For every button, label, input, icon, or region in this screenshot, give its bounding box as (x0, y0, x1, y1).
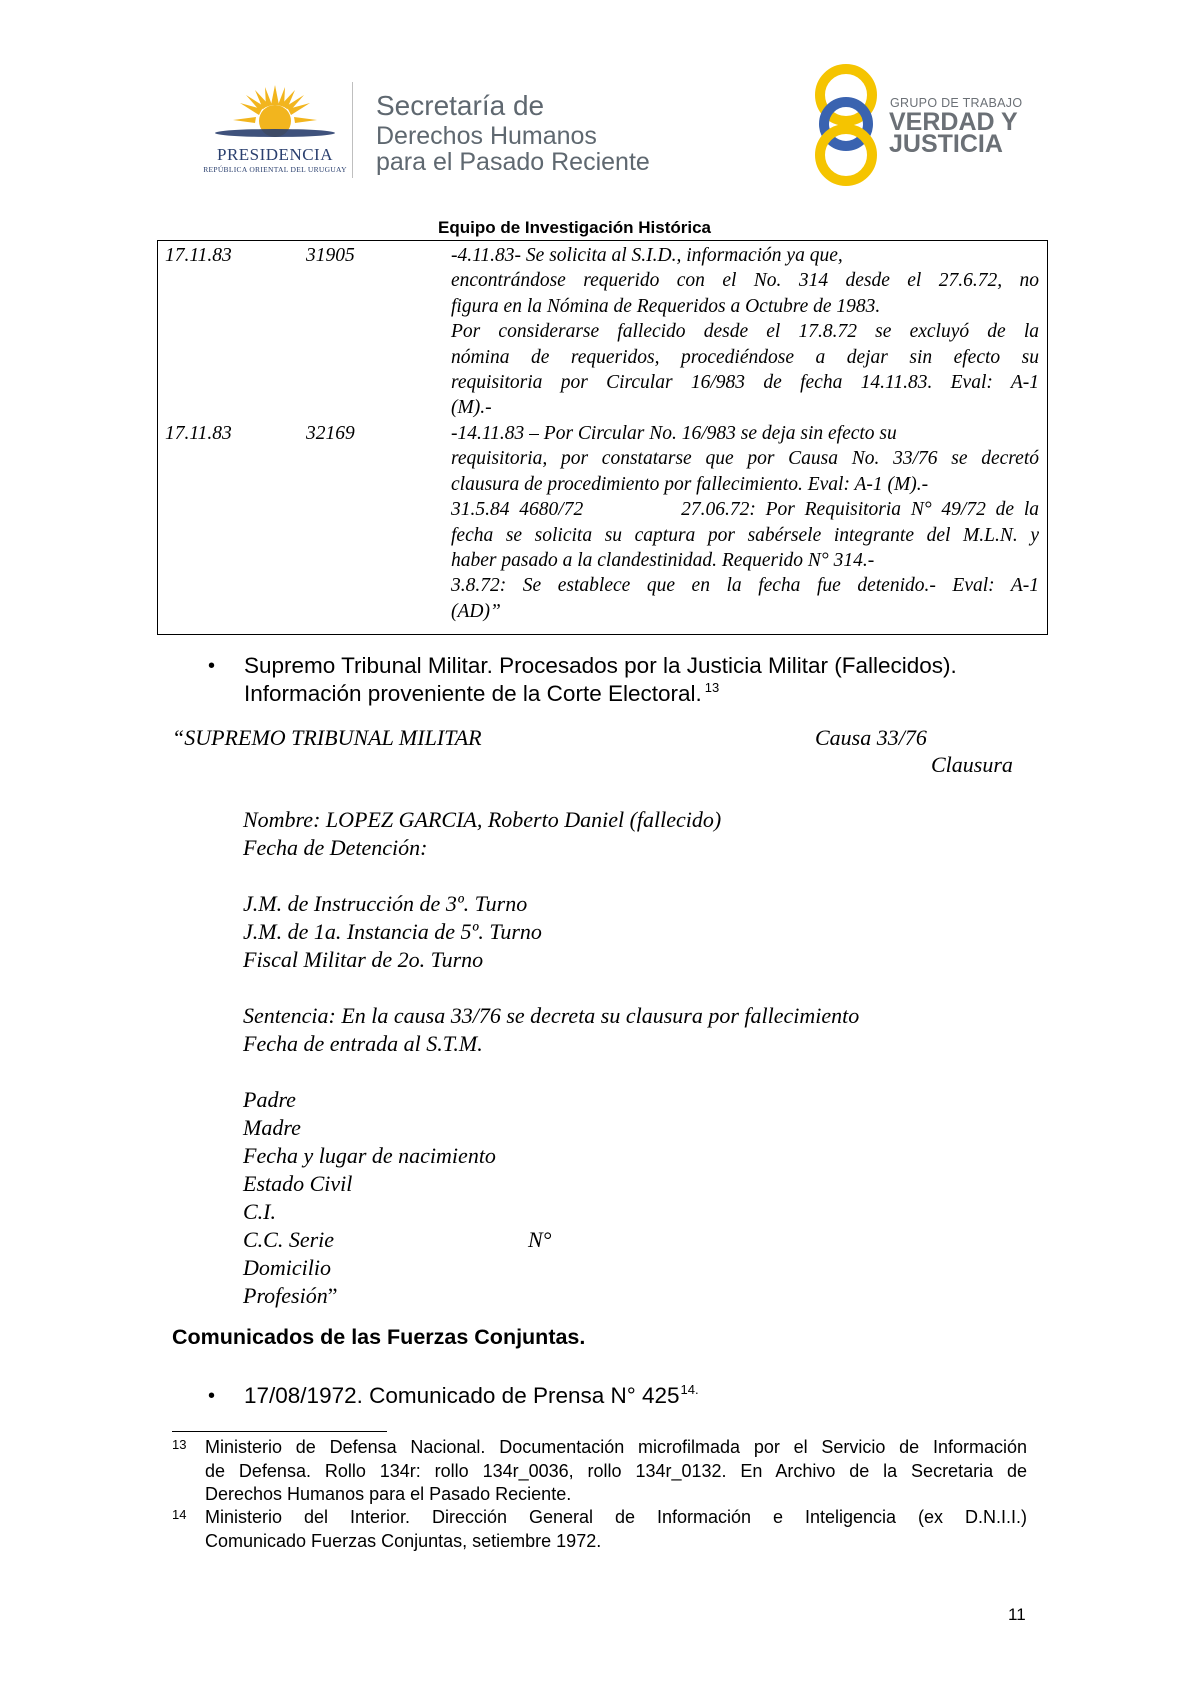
record-line: encontrándose requerido con el No. 314 desde el 27.6.72, no (451, 270, 1039, 292)
bullet-text-line1: Supremo Tribunal Militar. Procesados por la Justicia Militar (Fallecidos). (244, 653, 957, 678)
bullet-text-line2 (244, 680, 719, 711)
stm-ci: C.I. (243, 1199, 276, 1224)
grupo-trabajo-label: GRUPO DE TRABAJO (890, 96, 1023, 110)
footnote-line: Derechos Humanos para el Pasado Reciente. (205, 1484, 572, 1504)
stm-madre: Madre (243, 1115, 301, 1140)
record-line: requisitoria por Circular 16/983 de fecha 14.11.83. Eval: A-1 (451, 372, 1039, 394)
stm-padre: Padre (243, 1087, 296, 1112)
bullet-marker: • (208, 655, 216, 677)
stm-fecha-detencion: Fecha de Detención: (243, 835, 428, 860)
record-line: nómina de requeridos, procediéndose a dejar sin efecto su (451, 346, 1039, 368)
secretaria-title-line2: Derechos Humanos (376, 122, 597, 150)
record-line: -4.11.83- Se solicita al S.I.D., información ya que, (451, 245, 843, 266)
footnote-line: Comunicado Fuerzas Conjuntas, setiembre 1972. (205, 1530, 602, 1551)
stm-clausura: Clausura (931, 752, 1013, 777)
footnote-separator (172, 1431, 387, 1432)
record-line: (AD)” (451, 600, 501, 622)
record-date: 17.11.83 (165, 245, 232, 266)
footnote-line: Ministerio de Defensa Nacional. Documentación microfilmada por el Servicio de Información (205, 1437, 1027, 1457)
bullet-text: 17/08/1972. Comunicado de Prensa N° 425 (244, 1383, 680, 1408)
stm-cc-serie: C.C. Serie (243, 1227, 335, 1252)
footnote-ref-14[interactable]: 14. (680, 1382, 699, 1397)
footnote-13 (205, 1436, 1027, 1507)
header-divider (352, 82, 353, 178)
stm-estado-civil: Estado Civil (243, 1171, 353, 1196)
record-description (451, 421, 1039, 624)
justicia-label: JUSTICIA (889, 130, 1003, 158)
stm-nacimiento: Fecha y lugar de nacimiento (243, 1143, 496, 1168)
record-number: 31905 (306, 245, 355, 266)
secretaria-title-line3: para el Pasado Reciente (376, 148, 650, 176)
footnote-number: 14 (172, 1507, 187, 1522)
stm-domicilio: Domicilio (243, 1255, 331, 1280)
record-line: 3.8.72: Se establece que en la fecha fue detenido.- Eval: A-1 (451, 575, 1039, 597)
sun-emblem-icon (195, 80, 355, 150)
bullet-text-line (244, 1382, 699, 1413)
stm-jm-instancia: J.M. de 1a. Instancia de 5º. Turno (243, 919, 542, 944)
stm-profesion (243, 1282, 338, 1310)
stm-close-quote: ” (327, 1283, 338, 1308)
verdad-y-label: VERDAD Y (889, 108, 1018, 136)
record-line: Por considerarse fallecido desde el 17.8.72 se excluyó de la (451, 321, 1039, 343)
stm-sentencia: Sentencia: En la causa 33/76 se decreta su clausura por fallecimiento (243, 1003, 860, 1028)
record-line: (M).- (451, 397, 492, 419)
record-line: figura en la Nómina de Requeridos a Octubre de 1983. (451, 295, 881, 317)
footnote-line: de Defensa. Rollo 134r: rollo 134r_0036, rollo 134r_0132. En Archivo de la Secretaria de (205, 1460, 1027, 1481)
record-description (451, 243, 1039, 421)
record-line: clausura de procedimiento por fallecimiento. Eval: A-1 (M).- (451, 473, 929, 495)
footnote-14 (205, 1506, 1027, 1553)
stm-nombre: Nombre: LOPEZ GARCIA, Roberto Daniel (fallecido) (243, 807, 722, 832)
presidencia-subtitle: REPÚBLICA ORIENTAL DEL URUGUAY (203, 165, 347, 174)
stm-title: “SUPREMO TRIBUNAL MILITAR (172, 725, 482, 750)
footnote-number: 13 (172, 1437, 187, 1452)
record-line: fecha se solicita su captura por sabérsele integrante del M.L.N. y (451, 524, 1039, 546)
bullet-marker: • (208, 1385, 216, 1407)
presidencia-wordmark: PRESIDENCIA (216, 145, 333, 164)
record-line: 31.5.84 4680/72 27.06.72: Por Requisitoria N° 49/72 de la (451, 499, 1039, 521)
page-number: 11 (1008, 1605, 1026, 1624)
stm-numero: N° (528, 1227, 552, 1252)
stm-profesion-label: Profesión (243, 1283, 328, 1308)
section-heading: Comunicados de las Fuerzas Conjuntas. (172, 1325, 586, 1349)
footnote-line: Ministerio del Interior. Dirección General de Información e Inteligencia (ex D.N.I.I.) (205, 1507, 1027, 1527)
record-line: haber pasado a la clandestinidad. Requerido N° 314.- (451, 550, 875, 572)
secretaria-title-line1: Secretaría de (376, 90, 545, 121)
stm-causa: Causa 33/76 (815, 725, 927, 750)
footnote-ref-13[interactable]: 13 (704, 680, 720, 695)
team-title: Equipo de Investigación Histórica (438, 218, 711, 237)
stm-jm-instruccion: J.M. de Instrucción de 3º. Turno (243, 891, 528, 916)
bullet-text: Información proveniente de la Corte Electoral. (244, 681, 702, 706)
record-line: requisitoria, por constatarse que por Causa No. 33/76 se decretó (451, 448, 1039, 470)
stm-fecha-entrada: Fecha de entrada al S.T.M. (243, 1031, 483, 1056)
record-line: -14.11.83 – Por Circular No. 16/983 se deja sin efecto su (451, 423, 897, 444)
stm-fiscal: Fiscal Militar de 2o. Turno (243, 947, 484, 972)
record-number: 32169 (306, 423, 355, 444)
record-date: 17.11.83 (165, 423, 232, 444)
